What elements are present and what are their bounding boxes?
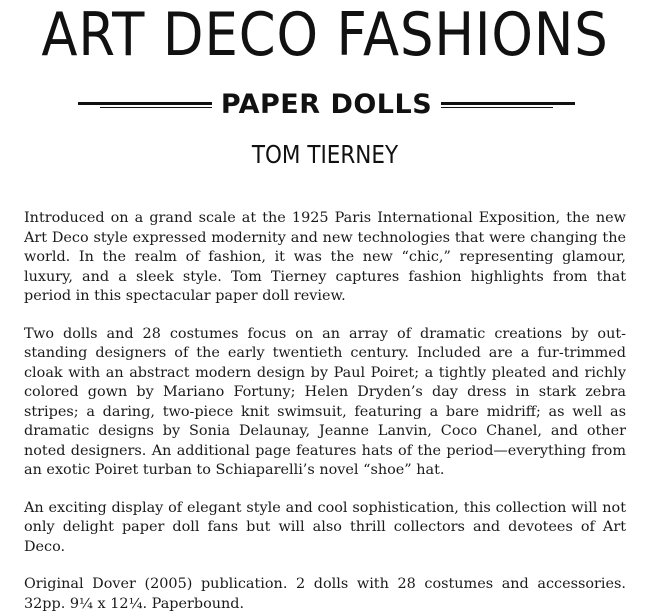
publication-details: Original Dover (2005) publication. 2 dolls with 28 costumes and accessories. 32pp. 9¼ x 12¼. Paperbound. [24, 576, 626, 612]
subtitle-row [0, 88, 650, 122]
description-paragraph: Introduced on a grand scale at the 1925 Paris International Exposition, the new Art Deco style expressed modernity and new technologies that were changing the world. In the realm of fashion, it was the new “chic,” representing glamour, luxury, and a sleek style. Tom Tierney captures fashion highlights from that period in this spectacular paper doll review. [24, 210, 626, 304]
decorative-rule-left [78, 102, 212, 109]
book-subtitle: PAPER DOLLS [220, 89, 433, 120]
decorative-rule-right [441, 102, 575, 109]
description-paragraph: An exciting display of elegant style and cool sophistication, this collection will not only delight paper doll fans but will also thrill collectors and devotees of Art Deco. [24, 499, 626, 555]
description-body [24, 209, 626, 614]
book-title: ART DECO FASHIONS [41, 0, 609, 70]
author-name: TOM TIERNEY [251, 140, 399, 169]
description-paragraph: Two dolls and 28 costumes focus on an array of dramatic creations by out-standing designers of the early twentieth century. Included are a fur-trimmed cloak with an abstract modern design by Paul Poiret; a tightly pleated and richly colored gown by Mariano Fortuny; Helen Dryden’s day dress in stark zebra stripes; a daring, two-piece knit swimsuit, featuring a bare midriff; as well as dramatic designs by Sonia Delaunay, Jeanne Lanvin, Coco Chanel, and other noted designers. An additional page features hats of the period—everything from an exotic Poiret turban to Schiaparelli’s novel “shoe” hat. [24, 325, 626, 478]
